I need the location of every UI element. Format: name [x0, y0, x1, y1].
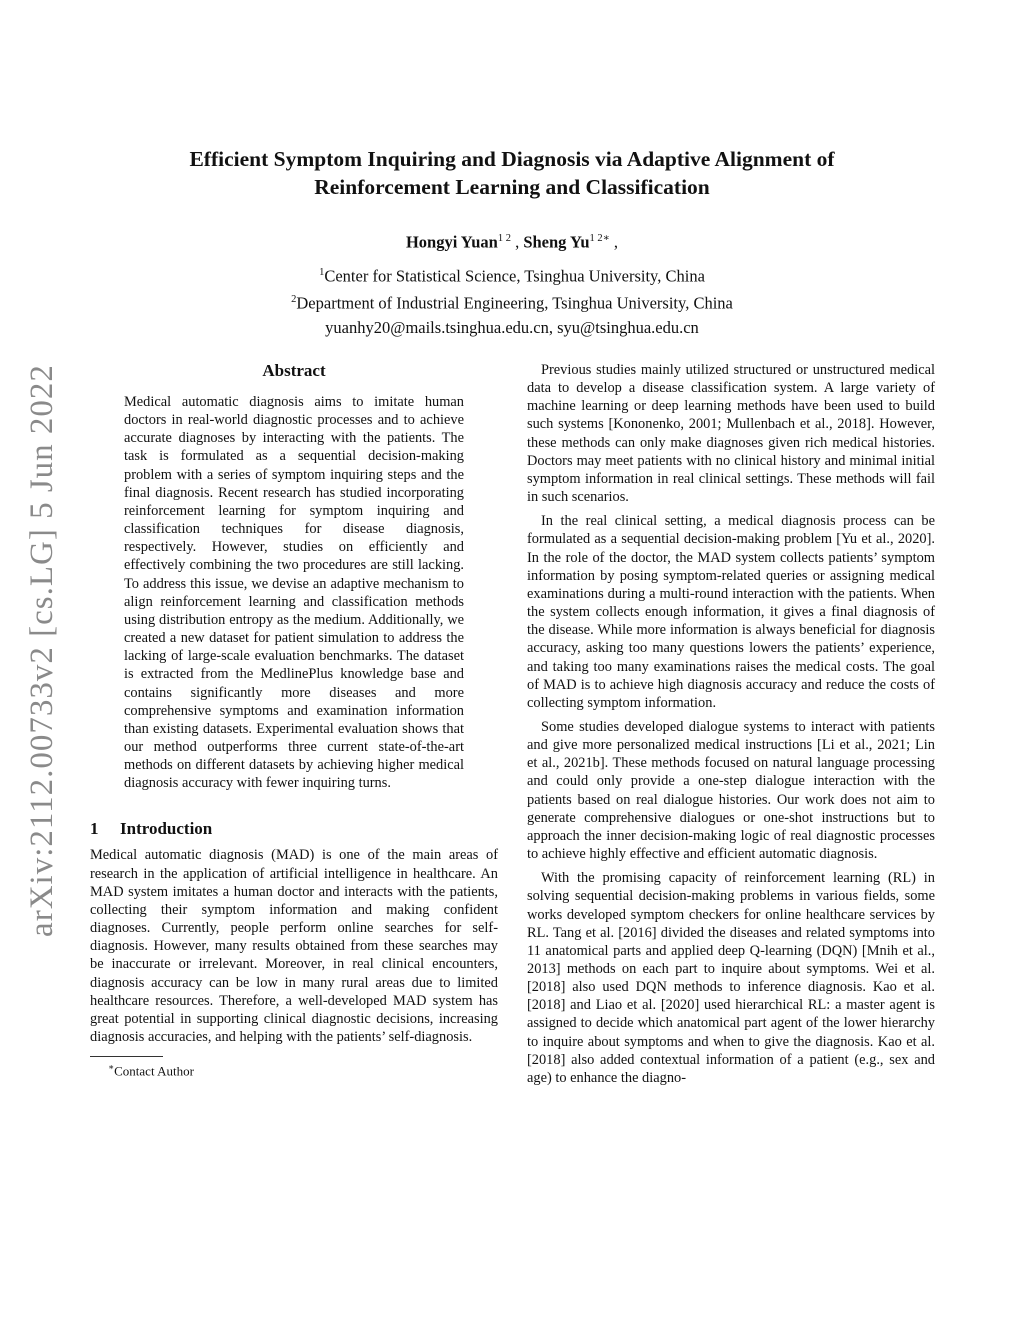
- author-name: Hongyi Yuan: [405, 232, 498, 252]
- body-paragraph: Previous studies mainly utilized structured or unstructured medical data to develop a disease classification system. A large variety of machine learning or deep learning methods have been used to build such systems [Kononenko, 2001; Mullenbach et al., 2018]. However, these methods can only make diagnoses given rich medical histories. Doctors may meet patients with no clinical history and minimal initial symptom information in real clinical settings. These methods will fail in such scenarios.: [527, 362, 935, 506]
- paper-header: [80, 145, 944, 340]
- affiliation-text: Department of Industrial Engineering, Tsinghua University, China: [296, 293, 733, 313]
- author-emails: yuanhy20@mails.tsinghua.edu.cn, syu@tsinghua.edu.cn: [325, 317, 699, 337]
- paper-title-line2: Reinforcement Learning and Classification: [314, 175, 710, 199]
- paper-title-line1: Efficient Symptom Inquiring and Diagnosis via Adaptive Alignment of: [189, 147, 835, 171]
- abstract-heading: Abstract: [262, 361, 326, 380]
- author-separator: ,: [609, 232, 619, 252]
- footnote: [90, 1059, 498, 1079]
- author-list: [80, 229, 944, 253]
- body-paragraph: With the promising capacity of reinforcement learning (RL) in solving sequential decision-making problems in various fields, some works developed symptom checkers for online healthcare services by RL. Tang et al. [2016] divided the diseases and related symptoms into 11 anatomical parts and applied deep Q-learning (DQN) [Mnih et al., 2013] methods on each part to inquire about symptoms. Wei et al. [2018] also used DQN methods to inference diagnosis. Kao et al. [2018] and Liao et al. [2020] used hierarchical RL: a master agent is assigned to decide which anatomical part agent of the lower hierarchy to inquire about symptoms and when to give the diagnosis. Kao et al. [2018] also added contextual information of a patient (e.g., sex and age) to enhance the diagno-: [527, 870, 935, 1086]
- body-paragraph: In the real clinical setting, a medical diagnosis process can be formulated as a sequential decision-making problem [Yu et al., 2020]. In the role of the doctor, the MAD system collects patients’ symptom information by posing symptom-related queries or assigning medical examinations during a multi-round interaction with the patients. When the system collects enough information, it gives a final diagnosis of the disease. While more information is always beneficial for diagnosis accuracy, asking too many questions lowers the patients’ experience, and taking too many examinations raises the medical costs. The goal of MAD is to achieve high diagnosis accuracy and reduce the costs of collecting symptom information.: [527, 513, 935, 711]
- section-heading-introduction: [90, 818, 498, 840]
- footnote-divider: [90, 1056, 163, 1057]
- affiliation-text: Center for Statistical Science, Tsinghua University, China: [324, 266, 705, 285]
- author-marks: 1 2: [497, 233, 511, 244]
- affiliation: [80, 288, 944, 316]
- author-separator: ,: [510, 232, 524, 252]
- body-paragraph: Some studies developed dialogue systems to interact with patients and give more personalized medical instructions [Li et al., 2021; Lin et al., 2021b]. These methods focused on natural language processing and could only provide a one-step dialogue interaction with the patients based on real dialogue histories. Our work does not aim to generate comprehensive dialogues or one-shot instructions but to approach the inner decision-making logic of real diagnostic processes to achieve highly effective and efficient automatic diagnosis.: [527, 718, 935, 863]
- left-column: [90, 360, 498, 1079]
- section-title: Introduction: [120, 819, 213, 839]
- section-number: 1: [90, 819, 99, 839]
- author-name: Sheng Yu: [523, 232, 590, 252]
- footnote-text: Contact Author: [114, 1063, 194, 1079]
- footnote-mark: ∗: [108, 1062, 115, 1073]
- introduction-paragraph: Medical automatic diagnosis (MAD) is one of the main areas of research in the application of artificial intelligence in healthcare. An MAD system imitates a human doctor and interacts with the patients, collecting their symptom information and making confident diagnoses. Currently, people perform online searches for self-diagnosis. However, many results obtained from these searches may be inaccurate or irrelevant. Moreover, in real clinical encounters, diagnosis accuracy can be low in many rural areas due to limited healthcare resources. Therefore, a well-developed MAD system has great potential in supporting clinical diagnostic decisions, increasing diagnosis accuracies, and helping with the patients’ self-diagnosis.: [90, 847, 498, 1045]
- arxiv-stamp-text: arXiv:2112.00733v2 [cs.LG] 5 Jun 2022: [23, 363, 60, 937]
- abstract-text: Medical automatic diagnosis aims to imitate human doctors in real-world diagnostic processes and to achieve accurate diagnoses by interacting with the patients. The task is formulated as a sequential decision-making problem with a series of symptom inquiring steps and the final diagnosis. Recent research has studied incorporating reinforcement learning for symptom inquiring and classification techniques for disease diagnosis, respectively. However, studies on efficiently and effectively combining the two procedures are still lacking. To address this issue, we devise an adaptive mechanism to align reinforcement learning and classification methods using distribution entropy as the medium. Additionally, we created a new dataset for patient simulation to address the lacking of large-scale evaluation benchmarks. The dataset is extracted from the MedlinePlus knowledge base and contains significantly more diseases and more comprehensive symptoms and examination information than existing datasets. Experimental evaluation shows that our method outperforms three current state-of-the-art methods on different datasets by achieving higher medical diagnosis accuracy with fewer inquiring turns.: [124, 394, 464, 792]
- author-marks: 1 2∗: [589, 233, 610, 244]
- affiliation-mark: 2: [291, 294, 297, 305]
- paper-title: [80, 145, 944, 201]
- affiliation: [80, 261, 944, 289]
- affiliation-mark: 1: [319, 266, 325, 278]
- right-column: [527, 360, 935, 1087]
- arxiv-stamp: [22, 365, 62, 935]
